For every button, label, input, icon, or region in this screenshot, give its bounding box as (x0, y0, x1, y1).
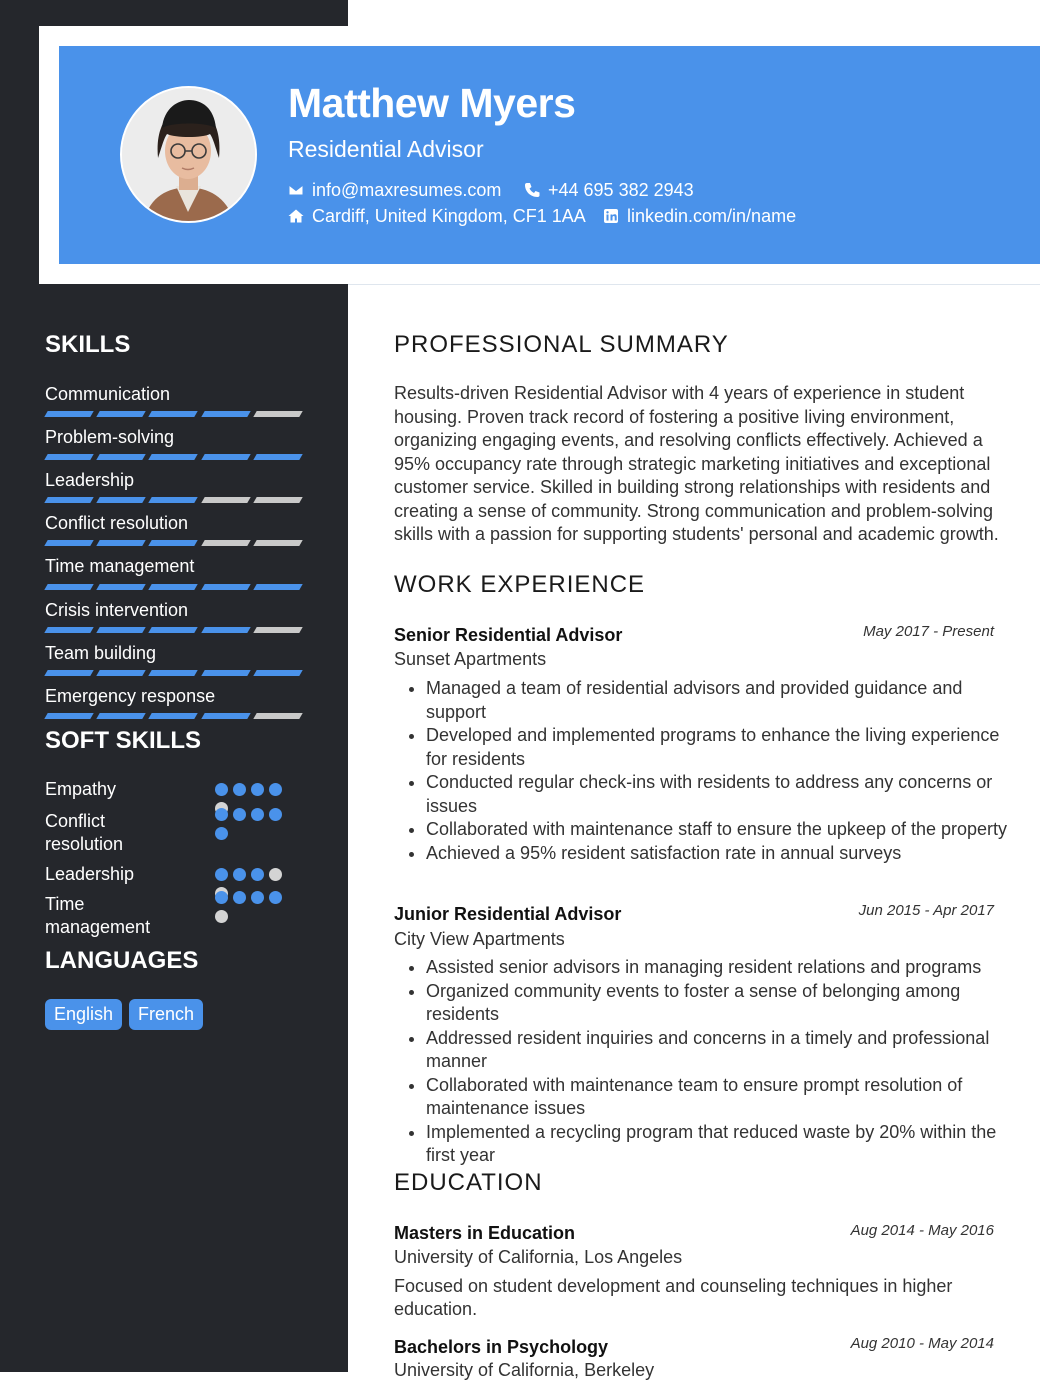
skill-bar (46, 540, 301, 546)
skill-name: Time management (45, 556, 195, 576)
list-item: • Collaborated with maintenance team to ensure prompt resolution of maintenance issues (426, 1074, 1018, 1121)
skill-bar-segment (44, 540, 94, 546)
rating-dot (269, 783, 282, 796)
skill-name: Leadership (45, 470, 135, 490)
rating-dot (233, 808, 246, 821)
skill-bar (46, 454, 301, 460)
soft-skill-name: Conflict resolution (45, 811, 124, 854)
list-item: • Addressed resident inquiries and concerns in a timely and professional manner (426, 1027, 1018, 1074)
soft-skill-name: Time management (45, 894, 151, 937)
list-item: • Assisted senior advisors in managing resident relations and programs (426, 956, 1018, 980)
skill-bar-segment (149, 411, 199, 417)
list-item: • Collaborated with maintenance staff to ensure the upkeep of the property (426, 818, 1018, 842)
skill-bar-segment (96, 497, 146, 503)
skill-bar-segment (44, 411, 94, 417)
skill-name: Crisis intervention (45, 600, 189, 620)
skill-bar (46, 584, 301, 590)
rating-dot (269, 868, 282, 881)
soft-skill-rating (215, 891, 287, 923)
job-title: Residential Advisor (288, 136, 484, 162)
header-divider (348, 284, 1040, 285)
skill-bar-segment (253, 670, 303, 676)
candidate-name: Matthew Myers (288, 80, 576, 126)
job-bullets (408, 677, 1018, 865)
skill-bar-segment (96, 713, 146, 719)
job-title-entry: Senior Residential Advisor (394, 625, 623, 645)
education-description: Focused on student development and counseling techniques in higher education. (394, 1276, 953, 1319)
skill-bar-segment (96, 411, 146, 417)
profile-photo (120, 86, 257, 223)
soft-skills-heading: SOFT SKILLS (45, 727, 201, 754)
phone-text: +44 695 382 2943 (548, 180, 694, 200)
linkedin-icon (603, 208, 619, 224)
list-item: • Managed a team of residential advisors and provided guidance and support (426, 677, 1018, 724)
soft-skill-name: Empathy (45, 779, 117, 799)
soft-skill-name: Leadership (45, 864, 135, 884)
email-text: info@maxresumes.com (312, 180, 502, 200)
language-tag: French (129, 999, 203, 1030)
rating-dot (215, 868, 228, 881)
contact-email[interactable] (288, 179, 501, 201)
skill-bar-segment (253, 627, 303, 633)
skill-bar-segment (253, 713, 303, 719)
skill-bar-segment (201, 454, 251, 460)
education-heading: EDUCATION (394, 1169, 543, 1196)
skill-name: Conflict resolution (45, 513, 189, 533)
skill-bar-segment (44, 627, 94, 633)
school-name: University of California, Berkeley (394, 1360, 655, 1380)
skill-bar-segment (253, 540, 303, 546)
skill-bar-segment (201, 584, 251, 590)
phone-icon (524, 182, 540, 198)
skill-name: Team building (45, 643, 157, 663)
rating-dot (215, 808, 228, 821)
skill-bar-segment (96, 627, 146, 633)
list-item: • Conducted regular check-ins with residents to address any concerns or issues (426, 771, 1018, 818)
skill-bar-segment (201, 497, 251, 503)
skill-bar (46, 670, 301, 676)
skill-bar-segment (253, 497, 303, 503)
skill-bar-segment (253, 454, 303, 460)
job-company: City View Apartments (394, 929, 565, 949)
contact-location (288, 205, 586, 227)
list-item: • Organized community events to foster a sense of belonging among residents (426, 980, 1018, 1027)
skill-bar-segment (201, 713, 251, 719)
skill-bar (46, 497, 301, 503)
envelope-icon (288, 182, 304, 198)
skill-name: Communication (45, 384, 171, 404)
skill-bar-segment (149, 540, 199, 546)
skill-bar-segment (44, 584, 94, 590)
list-item: • Developed and implemented programs to enhance the living experience for residents (426, 724, 1018, 771)
degree-date: Aug 2010 - May 2014 (850, 1335, 994, 1352)
degree-title: Bachelors in Psychology (394, 1337, 609, 1357)
location-text: Cardiff, United Kingdom, CF1 1AA (312, 206, 586, 226)
skill-bar-segment (201, 540, 251, 546)
skill-bar-segment (201, 670, 251, 676)
rating-dot (251, 868, 264, 881)
skill-bar (46, 411, 301, 417)
skill-bar-segment (96, 584, 146, 590)
rating-dot (233, 891, 246, 904)
degree-title: Masters in Education (394, 1223, 576, 1243)
school-name: University of California, Los Angeles (394, 1247, 683, 1267)
skill-bar-segment (44, 670, 94, 676)
languages-heading: LANGUAGES (45, 947, 199, 974)
skill-bar-segment (44, 454, 94, 460)
degree-date: Aug 2014 - May 2016 (850, 1222, 994, 1239)
skill-bar-segment (149, 497, 199, 503)
job-date: Jun 2015 - Apr 2017 (858, 902, 994, 919)
header-banner (59, 46, 1040, 264)
skill-bar-segment (149, 627, 199, 633)
skills-heading: SKILLS (45, 331, 131, 358)
rating-dot (251, 783, 264, 796)
rating-dot (233, 868, 246, 881)
skill-bar-segment (149, 670, 199, 676)
rating-dot (269, 891, 282, 904)
skill-bar-segment (44, 713, 94, 719)
skill-bar-segment (149, 454, 199, 460)
skill-bar (46, 713, 301, 719)
job-company: Sunset Apartments (394, 649, 547, 669)
contact-phone[interactable] (524, 179, 694, 201)
summary-heading: PROFESSIONAL SUMMARY (394, 331, 729, 358)
skill-bar-segment (96, 670, 146, 676)
experience-heading: WORK EXPERIENCE (394, 571, 646, 598)
skill-bar-segment (44, 497, 94, 503)
language-tag: English (45, 999, 122, 1030)
linkedin-text: linkedin.com/in/name (627, 206, 797, 226)
skill-bar (46, 627, 301, 633)
rating-dot (215, 783, 228, 796)
job-title-entry: Junior Residential Advisor (394, 904, 622, 924)
list-item: • Achieved a 95% resident satisfaction rate in annual surveys (426, 842, 1018, 866)
skill-name: Emergency response (45, 686, 216, 706)
skill-bar-segment (201, 627, 251, 633)
rating-dot (215, 827, 228, 840)
contact-linkedin[interactable] (603, 205, 796, 227)
rating-dot (215, 910, 228, 923)
rating-dot (215, 891, 228, 904)
skill-bar-segment (149, 713, 199, 719)
skill-bar-segment (96, 454, 146, 460)
rating-dot (233, 783, 246, 796)
skill-bar-segment (201, 411, 251, 417)
rating-dot (251, 808, 264, 821)
home-icon (288, 208, 304, 224)
skill-bar-segment (149, 584, 199, 590)
soft-skill-rating (215, 808, 287, 840)
summary-text: Results-driven Residential Advisor with 4 years of experience in student housing. Proven track record of fostering a positive living environment, organizing engaging events, and resolving conflicts effectively. Achieved a 95% occupancy rate through strategic marketing initiatives and exceptional customer service. Skilled in building strong relationships with residents and creating a sense of community. Strong communication and problem-solving skills with a passion for supporting students' personal and academic growth. (394, 383, 999, 544)
job-date: May 2017 - Present (863, 623, 994, 640)
skill-bar-segment (96, 540, 146, 546)
skill-bar-segment (253, 584, 303, 590)
avatar-icon (122, 88, 255, 221)
rating-dot (269, 808, 282, 821)
skill-bar-segment (253, 411, 303, 417)
job-bullets (408, 956, 1018, 1168)
rating-dot (251, 891, 264, 904)
skill-name: Problem-solving (45, 427, 175, 447)
list-item: • Implemented a recycling program that reduced waste by 20% within the first year (426, 1121, 1018, 1168)
